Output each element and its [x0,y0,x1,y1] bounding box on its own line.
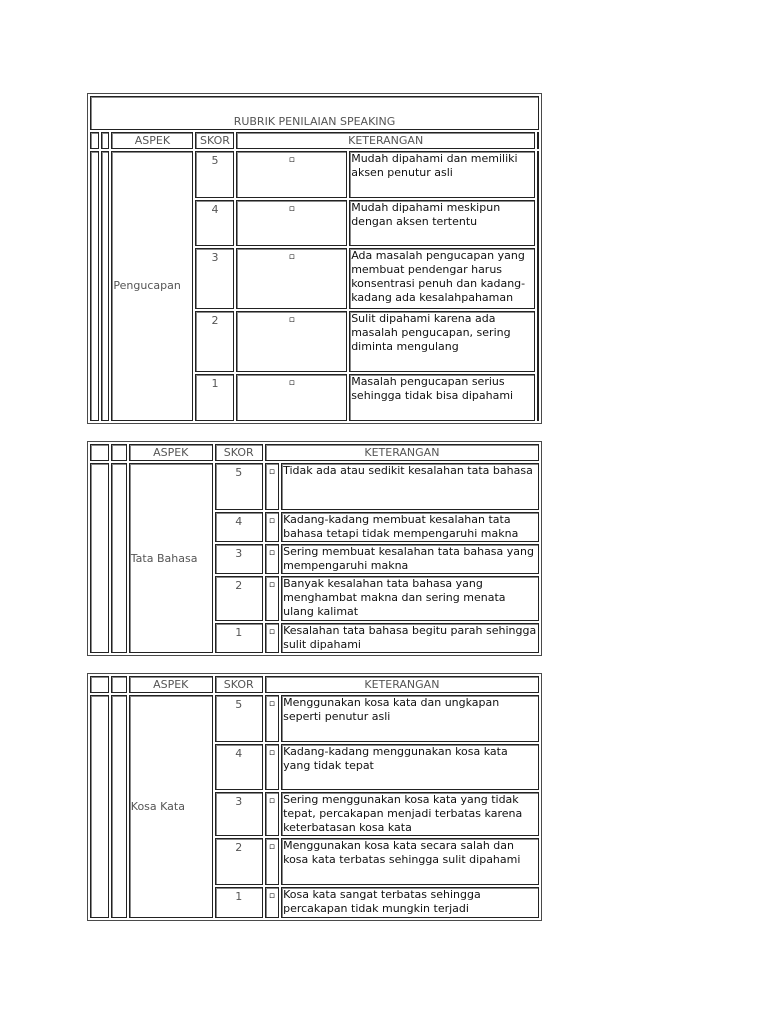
aspect-label: Kosa Kata [129,695,213,918]
checkbox-icon: ▫ [265,792,279,836]
skor-value: 2 [215,576,263,620]
skor-value: 4 [215,512,263,542]
header-keterangan: KETERANGAN [265,444,539,461]
checkbox-icon: ▫ [265,695,279,741]
header-keterangan: KETERANGAN [236,132,534,149]
skor-value: 1 [215,887,263,918]
checkbox-icon: ▫ [236,248,347,309]
checkbox-icon: ▫ [265,512,279,542]
skor-value: 3 [215,792,263,836]
checkbox-icon: ▫ [236,311,347,372]
skor-value: 2 [215,838,263,884]
keterangan-text: Sulit dipahami karena ada masalah pengucapan, sering diminta mengulang [349,311,535,372]
header-skor: SKOR [215,676,263,693]
table-title: RUBRIK PENILAIAN SPEAKING [90,96,539,130]
keterangan-text: Sering menggunakan kosa kata yang tidak tepat, percakapan menjadi terbatas karena keterbatasan kosa kata [281,792,539,836]
checkbox-icon: ▫ [265,838,279,884]
header-blank-cell [537,132,539,149]
skor-value: 1 [215,623,263,653]
header-blank-cell [90,676,109,693]
aspect-label: Tata Bahasa [129,463,213,653]
blank-cell [111,695,126,918]
keterangan-text: Menggunakan kosa kata secara salah dan kosa kata terbatas sehingga sulit dipahami [281,838,539,884]
keterangan-text: Kosa kata sangat terbatas sehingga percakapan tidak mungkin terjadi [281,887,539,918]
header-aspek: ASPEK [111,132,193,149]
checkbox-icon: ▫ [236,374,347,421]
rubric-table-kosa-kata [87,673,542,921]
checkbox-icon: ▫ [265,544,279,574]
skor-value: 3 [215,544,263,574]
skor-value: 1 [195,374,234,421]
keterangan-text: Tidak ada atau sedikit kesalahan tata bahasa [281,463,539,509]
checkbox-icon: ▫ [236,200,347,247]
checkbox-icon: ▫ [265,576,279,620]
checkbox-icon: ▫ [265,887,279,918]
blank-cell [111,463,126,653]
keterangan-text: Mudah dipahami dan memiliki aksen penutur asli [349,151,535,198]
keterangan-text: Kadang-kadang menggunakan kosa kata yang tidak tepat [281,744,539,790]
skor-value: 5 [215,695,263,741]
rubric-table-tata-bahasa [87,441,542,656]
rubric-table-pengucapan [87,93,542,424]
header-blank-cell [101,132,109,149]
header-aspek: ASPEK [129,676,213,693]
blank-cell [101,151,109,421]
skor-value: 5 [215,463,263,509]
keterangan-text: Masalah pengucapan serius sehingga tidak bisa dipahami [349,374,535,421]
checkbox-icon: ▫ [265,744,279,790]
keterangan-text: Ada masalah pengucapan yang membuat pendengar harus konsentrasi penuh dan kadang-kadang ada kesalahpahaman [349,248,535,309]
keterangan-text: Mudah dipahami meskipun dengan aksen tertentu [349,200,535,247]
header-blank-cell [90,132,99,149]
skor-value: 3 [195,248,234,309]
header-blank-cell [111,676,126,693]
checkbox-icon: ▫ [265,623,279,653]
checkbox-icon: ▫ [236,151,347,198]
header-blank-cell [111,444,126,461]
keterangan-text: Kadang-kadang membuat kesalahan tata bahasa tetapi tidak mempengaruhi makna [281,512,539,542]
blank-cell [90,151,99,421]
keterangan-text: Kesalahan tata bahasa begitu parah sehingga sulit dipahami [281,623,539,653]
skor-value: 4 [195,200,234,247]
header-skor: SKOR [195,132,234,149]
keterangan-text: Sering membuat kesalahan tata bahasa yang mempengaruhi makna [281,544,539,574]
skor-value: 2 [195,311,234,372]
aspect-label: Pengucapan [111,151,193,421]
blank-cell [90,463,109,653]
header-skor: SKOR [215,444,263,461]
blank-cell [537,151,539,421]
skor-value: 5 [195,151,234,198]
keterangan-text: Banyak kesalahan tata bahasa yang menghambat makna dan sering menata ulang kalimat [281,576,539,620]
blank-cell [90,695,109,918]
checkbox-icon: ▫ [265,463,279,509]
skor-value: 4 [215,744,263,790]
header-blank-cell [90,444,109,461]
header-keterangan: KETERANGAN [265,676,539,693]
header-aspek: ASPEK [129,444,213,461]
keterangan-text: Menggunakan kosa kata dan ungkapan seperti penutur asli [281,695,539,741]
